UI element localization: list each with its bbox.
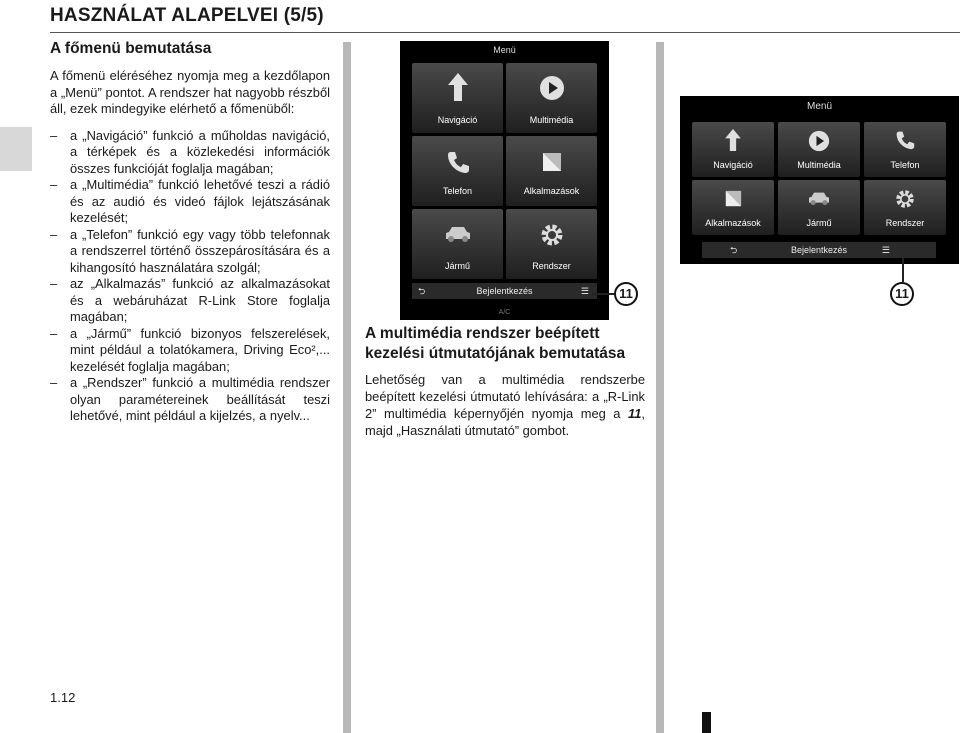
tile-vehicle[interactable] — [412, 209, 503, 279]
menu-screen-landscape — [680, 96, 959, 264]
page-title: HASZNÁLAT ALAPELVEI (5/5) — [50, 5, 324, 26]
column-divider — [343, 42, 351, 733]
tile-phone[interactable] — [864, 122, 946, 177]
guide-text-start: Lehetőség van a multimédia rendszerbe beépített kezelési útmutató lehívására: a „R-Link 2” multimédia képernyőjén nyomja meg a — [365, 372, 645, 421]
section-built-in-guide — [365, 324, 645, 439]
tile-apps[interactable] — [506, 136, 597, 206]
screen-header: Menü — [806, 101, 832, 112]
list-item: – a „Rendszer” funkció a multimédia rendszer olyan paramétereinek beállítását teszi lehetővé, mint például a kijelzés, a nyelv... — [50, 375, 330, 425]
tile-navigation[interactable] — [412, 63, 503, 133]
page-number: 1.12 — [50, 690, 76, 705]
callout-marker: 11 — [614, 282, 638, 306]
car-icon — [778, 191, 860, 211]
function-list — [50, 128, 330, 425]
back-icon[interactable]: ⮌ — [730, 245, 738, 255]
tile-multimedia[interactable] — [778, 122, 860, 177]
list-item: – a „Multimédia” funkció lehetővé teszi a rádió és az audió és videó fájlok lejátszásának kezelését; — [50, 177, 330, 227]
car-icon — [412, 225, 503, 248]
section-title: A főmenü bemutatása — [50, 40, 212, 57]
gear-icon — [506, 223, 597, 252]
page-edge-marker — [702, 712, 711, 733]
tile-label: Navigáció — [437, 115, 478, 125]
tile-label: Jármű — [806, 218, 832, 228]
navigation-arrow-icon — [692, 129, 774, 156]
tile-navigation[interactable] — [692, 122, 774, 177]
tile-vehicle[interactable] — [778, 180, 860, 235]
callout-marker: 11 — [890, 282, 914, 306]
guide-paragraph — [365, 371, 645, 439]
guide-text-end: , majd „Használati útmutató” gombot. — [365, 406, 645, 438]
list-item: – a „Navigáció” funkció a műholdas navigáció, a térképek és a közlekedési információk összes funkcióját foglalja magában; — [50, 128, 330, 178]
section-main-menu — [50, 40, 330, 425]
tile-phone[interactable] — [412, 136, 503, 206]
apps-icon — [692, 190, 774, 212]
login-bar[interactable] — [702, 242, 936, 258]
tile-label: Rendszer — [532, 261, 571, 271]
tile-label: Navigáció — [713, 160, 753, 170]
intro-paragraph: A főmenü eléréséhez nyomja meg a kezdőlapon a „Menü” pontot. A rendszer hat nagyobb részből áll, ezek mindegyike elérhető a főmenüből: — [50, 68, 330, 116]
back-icon[interactable]: ⮌ — [418, 286, 426, 296]
phone-icon — [864, 130, 946, 155]
screen-header: Menü — [493, 45, 516, 55]
chapter-tab-marker — [0, 127, 32, 171]
apps-icon — [506, 152, 597, 177]
play-icon — [506, 75, 597, 106]
tile-multimedia[interactable] — [506, 63, 597, 133]
login-bar[interactable] — [412, 283, 597, 299]
tile-system[interactable] — [864, 180, 946, 235]
tile-label: Alkalmazások — [705, 218, 761, 228]
tile-system[interactable] — [506, 209, 597, 279]
navigation-arrow-icon — [412, 73, 503, 106]
tile-label: Telefon — [442, 186, 473, 196]
login-label: Bejelentkezés — [476, 286, 533, 296]
list-item: – a „Jármű” funkció bizonyos felszerelések, mint például a tolatókamera, Driving Eco²,... kezelését foglalja magában; — [50, 326, 330, 376]
status-bar-text: A/C — [498, 309, 511, 316]
guide-ref-number: 11 — [628, 406, 642, 421]
section-title: A multimédia rendszer beépített kezelési útmutatójának bemutatása — [365, 325, 626, 362]
callout-line — [902, 258, 904, 282]
list-icon[interactable]: ☰ — [881, 245, 890, 255]
tile-label: Multimédia — [797, 160, 841, 170]
tile-label: Multimédia — [529, 115, 574, 125]
tile-label: Alkalmazások — [523, 186, 580, 196]
list-item: – a „Telefon” funkció egy vagy több telefonnak a rendszerrel történő összepárosítására és a kihangosító használatára szolgál; — [50, 227, 330, 277]
list-icon[interactable]: ☰ — [580, 286, 589, 296]
gear-icon — [864, 189, 946, 214]
tile-apps[interactable] — [692, 180, 774, 235]
title-rule — [50, 32, 960, 33]
login-label: Bejelentkezés — [790, 245, 848, 255]
list-item: – az „Alkalmazás” funkció az alkalmazásokat és a webáruházat R-Link Store foglalja magában; — [50, 276, 330, 326]
column-divider — [656, 42, 664, 733]
tile-label: Telefon — [890, 160, 920, 170]
phone-icon — [412, 150, 503, 179]
tile-label: Jármű — [444, 261, 470, 271]
play-icon — [778, 130, 860, 157]
tile-label: Rendszer — [885, 218, 925, 228]
menu-screen-portrait — [400, 41, 609, 320]
callout-line — [592, 293, 614, 295]
